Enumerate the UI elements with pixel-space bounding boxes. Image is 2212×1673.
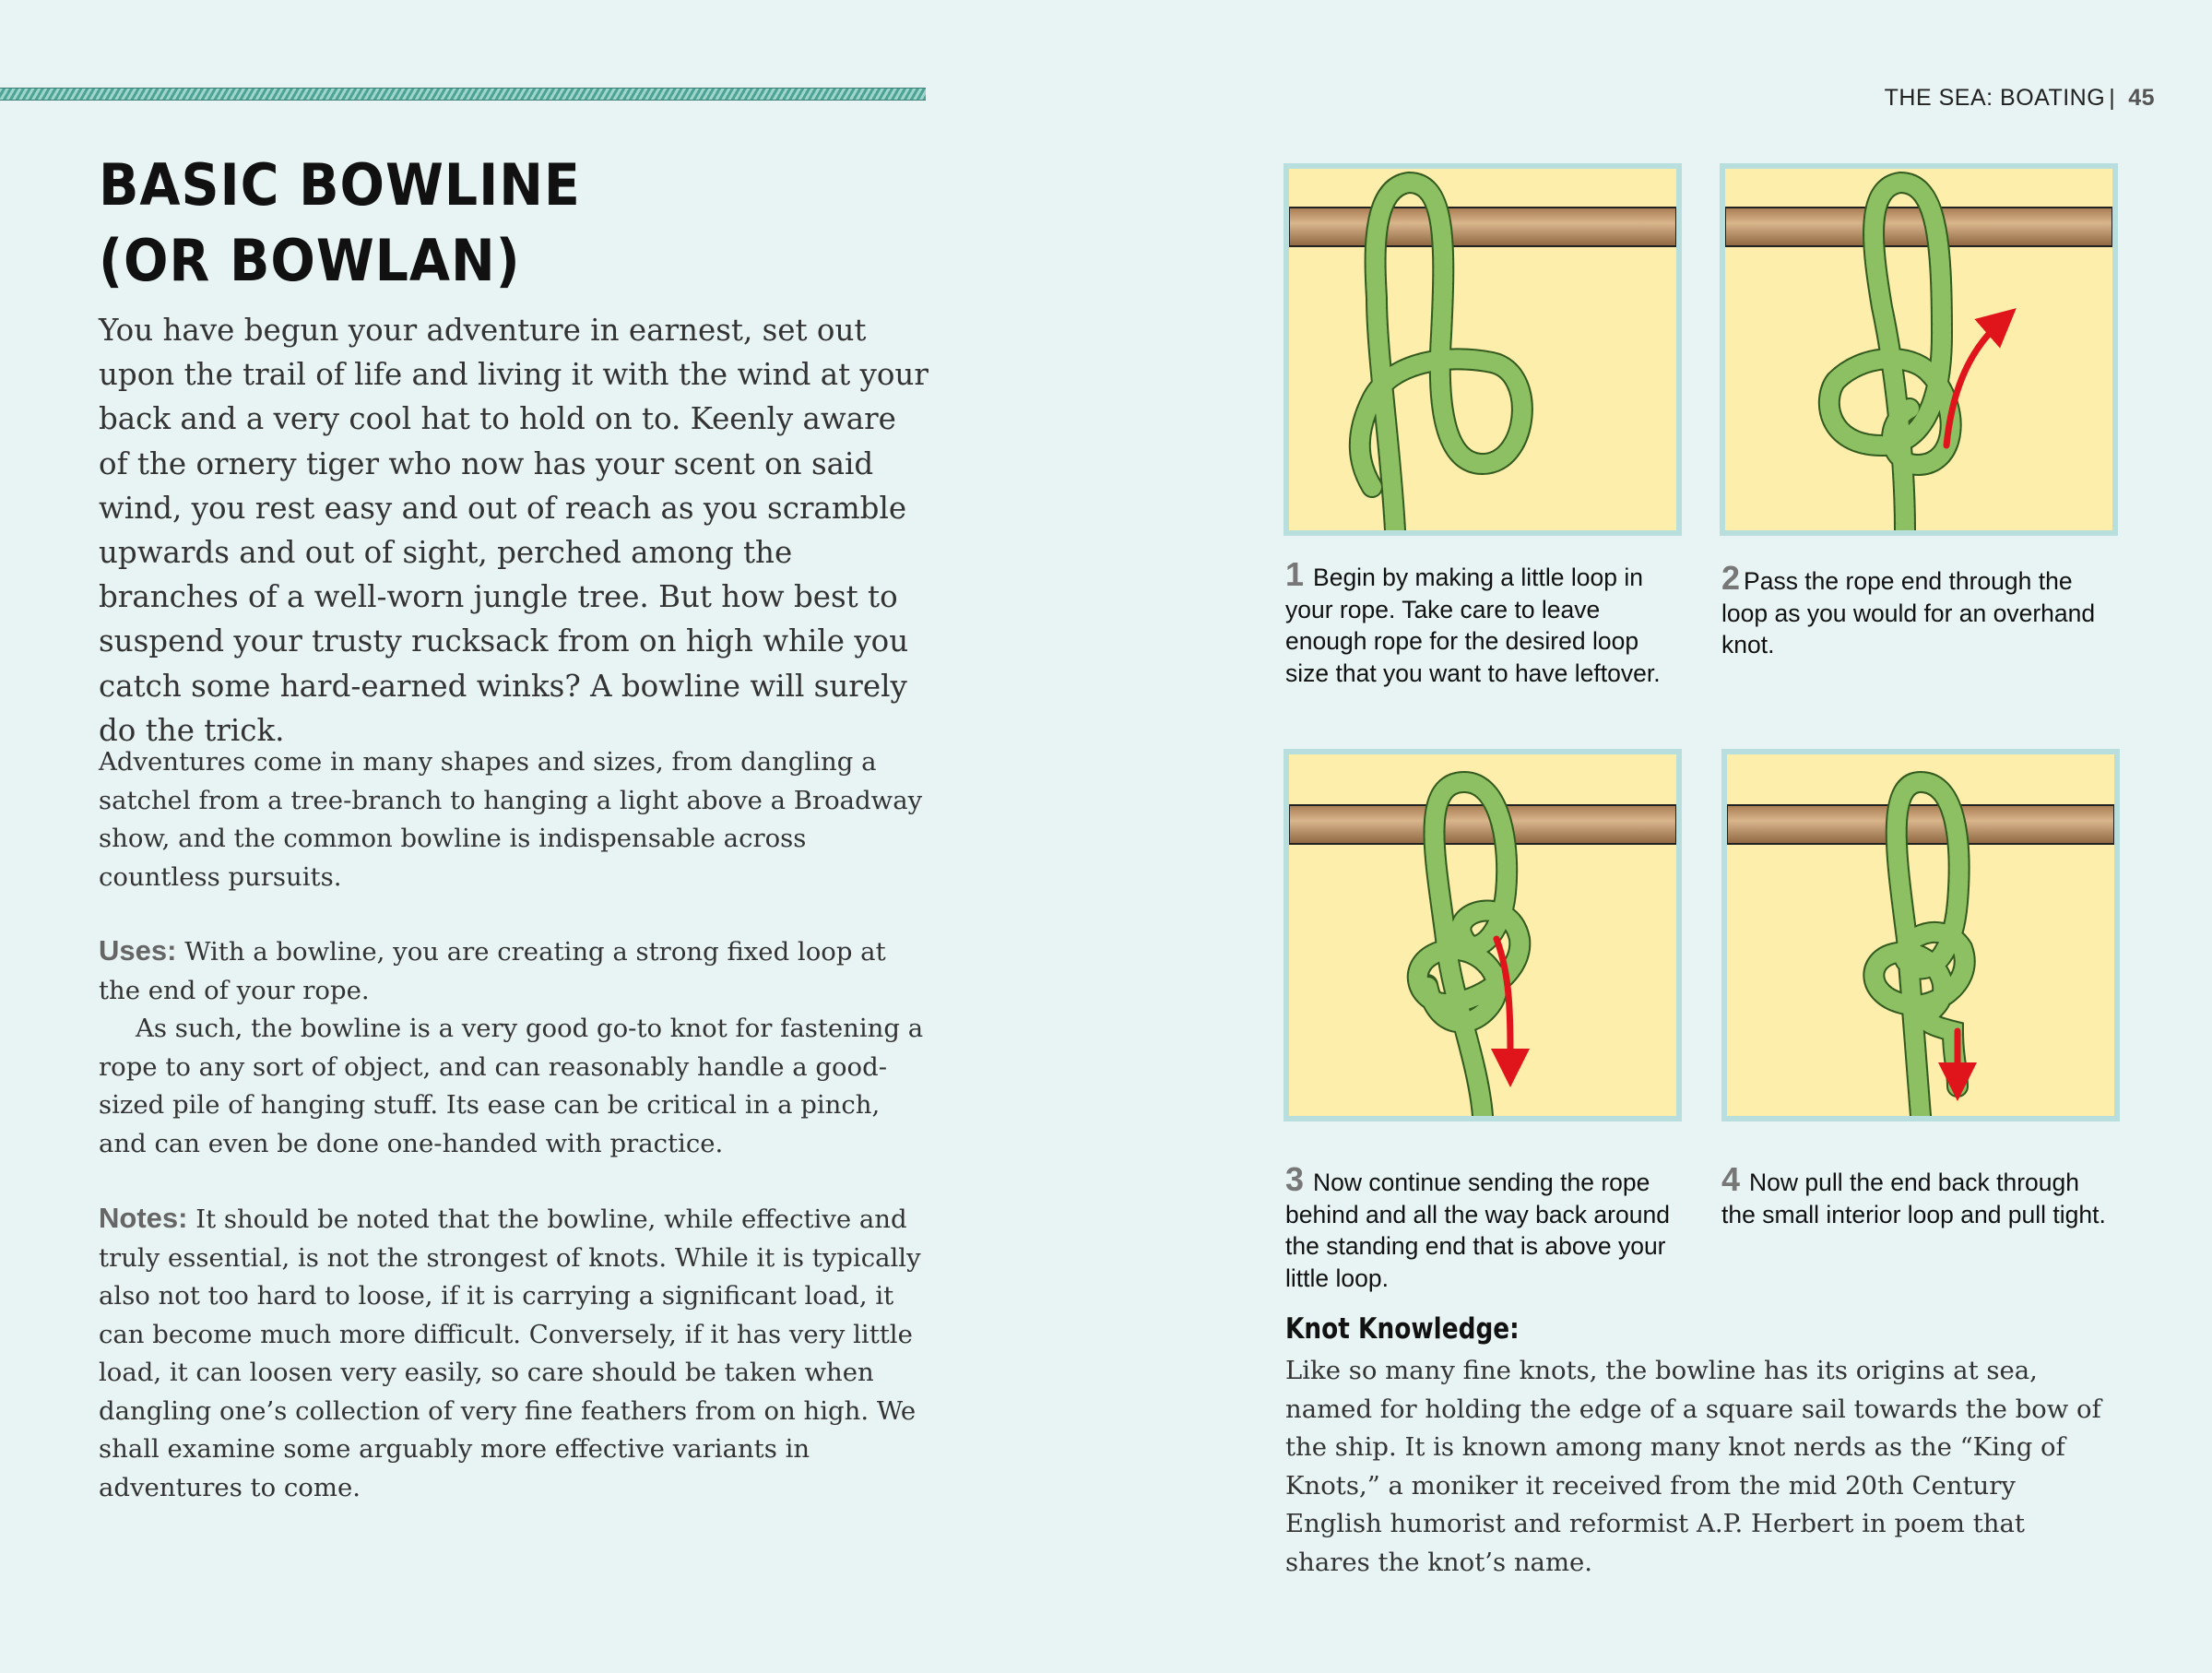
uses-text: With a bowline, you are creating a strong fixed loop at the end of your rope. [99, 937, 886, 1005]
separator: | [2109, 85, 2116, 111]
step-2-illustration [1720, 163, 2118, 536]
knot-knowledge-text: Like so many fine knots, the bowline has its origins at sea, named for holding the edge of a square sail towards the bow of the ship. It is known among many knot nerds as the “King of Knots,” a moniker it received from the mid 20th Century English humorist and reformist A.P. Herbert in poem that shares the knot’s name. [1285, 1356, 2101, 1577]
decorative-rope-band [0, 88, 926, 101]
uses-section [99, 931, 933, 1163]
step-text: Pass the rope end through the loop as you would for an overhand knot. [1721, 567, 2096, 659]
step-number: 3 [1285, 1160, 1305, 1198]
step-number: 1 [1285, 555, 1305, 593]
notes-label: Notes: [99, 1202, 188, 1234]
lead-paragraph: You have begun your adventure in earnest, set out upon the trail of life and living it with the wind at your back and a very cool hat to hold on to. Keenly aware of the ornery tiger who now has your scent on said wind, you rest easy and out of reach as you scramble upwards and out of sight, perched among the branches of a well-worn jungle tree. But how best to suspend your trusty rucksack from on high while you catch some hard-earned winks? A bowline will surely do the trick. [99, 313, 929, 748]
page-title [99, 148, 581, 299]
title-line-1: BASIC BOWLINE [99, 151, 581, 219]
running-head [1885, 85, 2155, 112]
step-4-caption [1721, 1160, 2118, 1230]
step-text: Now continue sending the rope behind and all the way back around the standing end that is above your little loop. [1285, 1169, 1670, 1292]
notes-section [99, 1199, 933, 1507]
step-2-caption [1721, 559, 2118, 661]
step-text: Begin by making a little loop in your rope. Take care to leave enough rope for the desired loop size that you want to have leftover. [1285, 564, 1661, 687]
uses-label: Uses: [99, 934, 177, 967]
step-3-illustration [1283, 749, 1682, 1121]
intro-paragraph: Adventures come in many shapes and sizes, from dangling a satchel from a tree-branch to hanging a light above a Broadway show, and the common bowline is indispensable across countless pursuits. [99, 747, 923, 892]
title-line-2: (OR BOWLAN) [99, 227, 521, 294]
knot-knowledge-title: Knot Knowledge: [1285, 1312, 1520, 1346]
step-3-caption [1285, 1160, 1682, 1294]
step-1-illustration [1283, 163, 1682, 536]
step-number: 2 [1721, 559, 1741, 597]
step-text: Now pull the end back through the small interior loop and pull tight. [1721, 1169, 2106, 1228]
step-number: 4 [1721, 1160, 1741, 1198]
page-number: 45 [2128, 85, 2155, 111]
uses-continuation: As such, the bowline is a very good go-to knot for fastening a rope to any sort of object, and can reasonably handle a good-sized pile of hanging stuff. Its ease can be critical in a pinch, and can even be done one-handed with practice. [99, 1014, 924, 1158]
notes-text: It should be noted that the bowline, while effective and truly essential, is not the strongest of knots. While it is typically also not too hard to loose, if it is carrying a significant load, it can become much more difficult. Conversely, if it has very little load, it can loosen very easily, so care should be taken when dangling one’s collection of very fine feathers from on high. We shall examine some arguably more effective variants in adventures to come. [99, 1204, 921, 1502]
step-4-illustration [1721, 749, 2120, 1121]
step-1-caption [1285, 555, 1682, 689]
section-title: THE SEA: BOATING [1884, 85, 2106, 111]
